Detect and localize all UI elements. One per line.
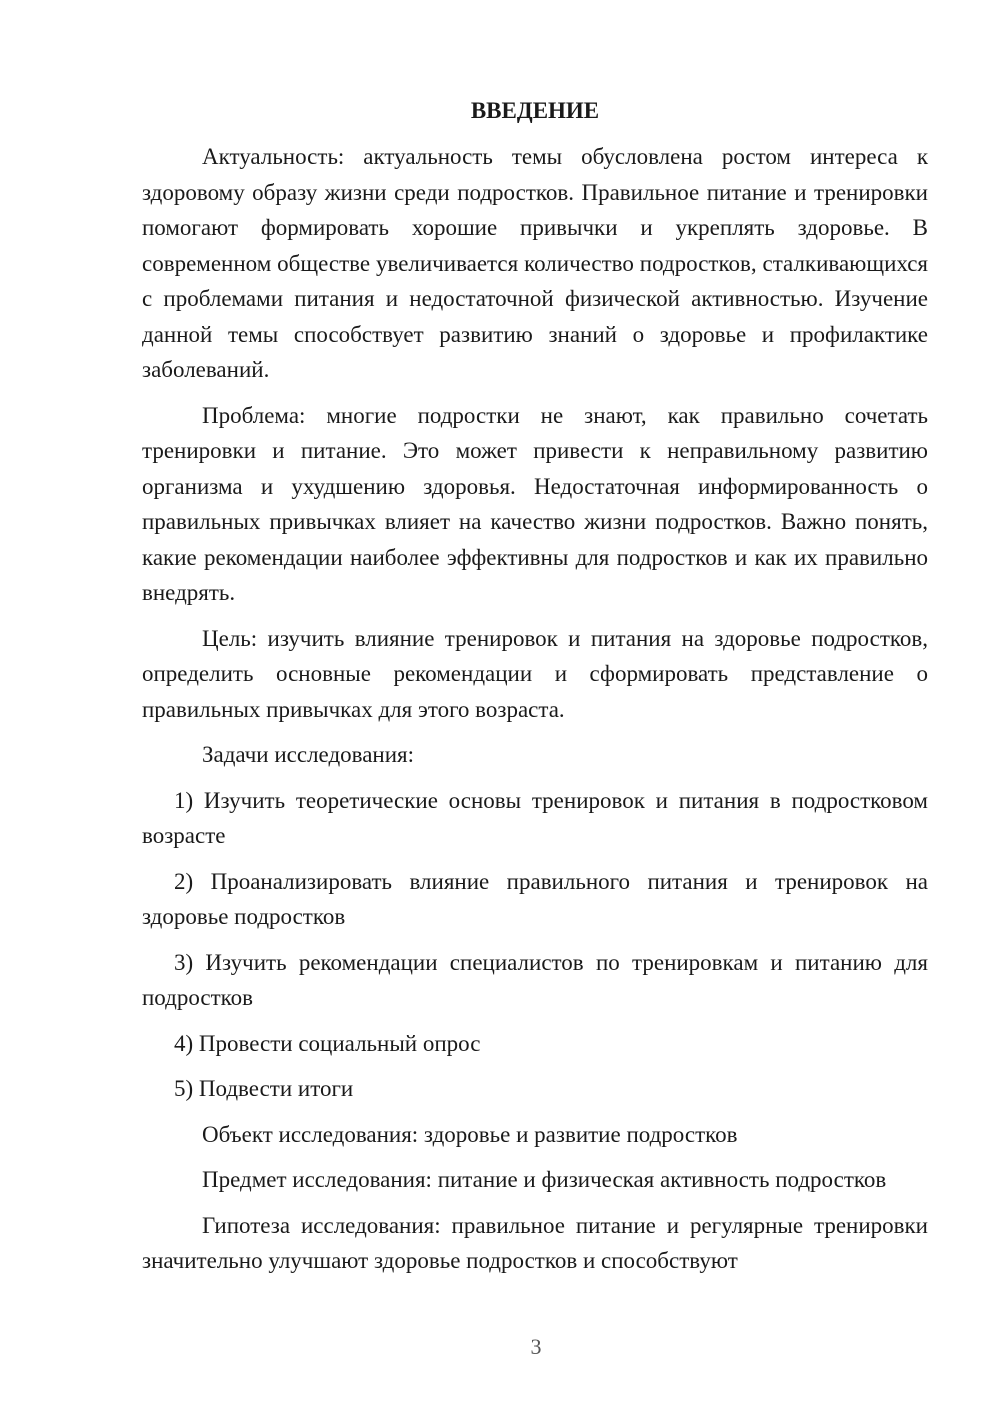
task-item-1: 1) Изучить теоретические основы тренировок и питания в подростковом возрасте bbox=[142, 787, 928, 848]
task-item-5: 5) Подвести итоги bbox=[174, 1076, 354, 1101]
paragraph-object: Объект исследования: здоровье и развитие подростков bbox=[202, 1121, 738, 1147]
paragraph-goal: Цель: изучить влияние тренировок и питания на здоровье подростков, определить основные рекомендации и сформировать представление о правильных привычках для этого возраста. bbox=[142, 625, 928, 722]
paragraph-subject: Предмет исследования: питание и физическая активность подростков bbox=[202, 1167, 887, 1192]
paragraph-relevance: Актуальность: актуальность темы обусловлена ростом интереса к здоровому образу жизни среди подростков. Правильное питание и тренировки помогают формировать хорошие привычки и укреплять здоровье. В современном обществе увеличивается количество подростков, сталкивающихся с проблемами питания и недостаточной физической активностью. Изучение данной темы способствует развитию знаний о здоровье и профилактике заболеваний. bbox=[142, 144, 928, 382]
document-title: ВВЕДЕНИЕ bbox=[470, 98, 600, 123]
task-item-2: 2) Проанализировать влияние правильного питания и тренировок на здоровье подростков bbox=[142, 868, 928, 929]
paragraph-problem: Проблема: многие подростки не знают, как правильно сочетать тренировки и питание. Это может привести к неправильному развитию организма и ухудшению здоровья. Недостаточная информированность о правильных привычках влияет на качество жизни подростков. Важно понять, какие рекомендации наиболее эффективны для подростков и как их правильно внедрять. bbox=[142, 402, 928, 605]
task-item-3: 3) Изучить рекомендации специалистов по тренировкам и питанию для подростков bbox=[142, 949, 928, 1010]
task-item-4: 4) Провести социальный опрос bbox=[174, 1030, 481, 1056]
page-number: 3 bbox=[530, 1334, 542, 1359]
paragraph-hypothesis: Гипотеза исследования: правильное питание и регулярные тренировки значительно улучшают здоровье подростков и способствуют bbox=[142, 1212, 928, 1273]
tasks-heading: Задачи исследования: bbox=[202, 742, 415, 767]
document-page bbox=[142, 95, 928, 1289]
